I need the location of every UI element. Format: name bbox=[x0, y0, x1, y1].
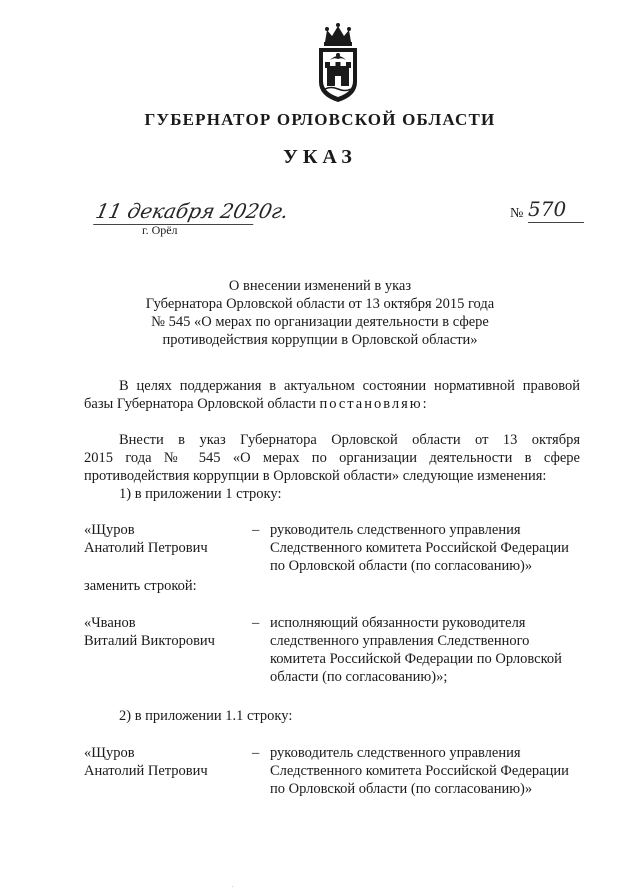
preamble-line bbox=[84, 395, 580, 413]
position-line: исполняющий обязанности руководителя bbox=[270, 615, 526, 631]
entry-name bbox=[84, 521, 208, 557]
page-mark: . bbox=[232, 883, 234, 889]
body-line: 2015 года № 545 «О мерах по организации деятельности в сфере bbox=[84, 450, 580, 466]
entry-position bbox=[270, 521, 569, 575]
decree-verb: постановляю bbox=[319, 396, 423, 412]
position-line: Следственного комитета Российской Федерации bbox=[270, 763, 569, 779]
position-line: по Орловской области (по согласованию)» bbox=[270, 558, 533, 574]
position-line: по Орловской области (по согласованию)» bbox=[270, 781, 533, 797]
preamble-line: В целях поддержания в актуальном состоянии нормативной правовой bbox=[119, 378, 580, 394]
city-label: г. Орёл bbox=[142, 223, 178, 237]
body-paragraph bbox=[84, 431, 580, 485]
entry-name bbox=[84, 614, 215, 650]
preamble-text: базы Губернатора Орловской области bbox=[84, 396, 320, 412]
authority-title: ГУБЕРНАТОР ОРЛОВСКОЙ ОБЛАСТИ bbox=[144, 110, 496, 129]
position-line: комитета Российской Федерации по Орловской bbox=[270, 651, 562, 667]
entry-given-names: Анатолий Петрович bbox=[84, 763, 208, 779]
entry-given-names: Анатолий Петрович bbox=[84, 540, 208, 556]
number-label: № bbox=[510, 206, 524, 221]
subject-line: О внесении изменений в указ bbox=[228, 278, 412, 294]
position-line: области (по согласованию)»; bbox=[270, 669, 448, 685]
replace-with-label: заменить строкой: bbox=[84, 578, 197, 594]
entry-position bbox=[270, 614, 562, 686]
entry-name bbox=[84, 744, 208, 780]
position-line: следственного управления Следственного bbox=[270, 633, 530, 649]
entry-surname: «Чванов bbox=[84, 615, 136, 631]
entry-dash: – bbox=[252, 615, 260, 631]
entry-surname: «Щуров bbox=[84, 522, 135, 538]
handwritten-date: 11 декабря 2020г. bbox=[93, 199, 291, 223]
document-type: УКАЗ bbox=[283, 146, 357, 168]
position-line: руководитель следственного управления bbox=[270, 745, 521, 761]
entry-surname: «Щуров bbox=[84, 745, 135, 761]
subject-line: противодействия коррупции в Орловской области» bbox=[162, 332, 478, 348]
item-1: 1) в приложении 1 строку: bbox=[119, 486, 282, 502]
preamble-paragraph bbox=[84, 377, 580, 413]
body-line: Внести в указ Губернатора Орловской области от 13 октября bbox=[119, 432, 580, 448]
subject-line: № 545 «О мерах по организации деятельности в сфере bbox=[151, 314, 489, 330]
position-line: руководитель следственного управления bbox=[270, 522, 521, 538]
entry-dash: – bbox=[252, 522, 260, 538]
entry-position bbox=[270, 744, 569, 798]
subject-line: Губернатора Орловской области от 13 октября 2015 года bbox=[145, 296, 495, 312]
entry-given-names: Виталий Викторович bbox=[84, 633, 215, 649]
document-subject bbox=[100, 277, 540, 349]
entry-dash: – bbox=[252, 745, 260, 761]
item-2: 2) в приложении 1.1 строку: bbox=[119, 708, 293, 724]
handwritten-number: 570 bbox=[528, 196, 584, 223]
body-line: противодействия коррупции в Орловской области» следующие изменения: bbox=[84, 468, 547, 484]
preamble-colon: : bbox=[422, 396, 427, 412]
coat-of-arms-icon bbox=[313, 22, 363, 104]
position-line: Следственного комитета Российской Федерации bbox=[270, 540, 569, 556]
